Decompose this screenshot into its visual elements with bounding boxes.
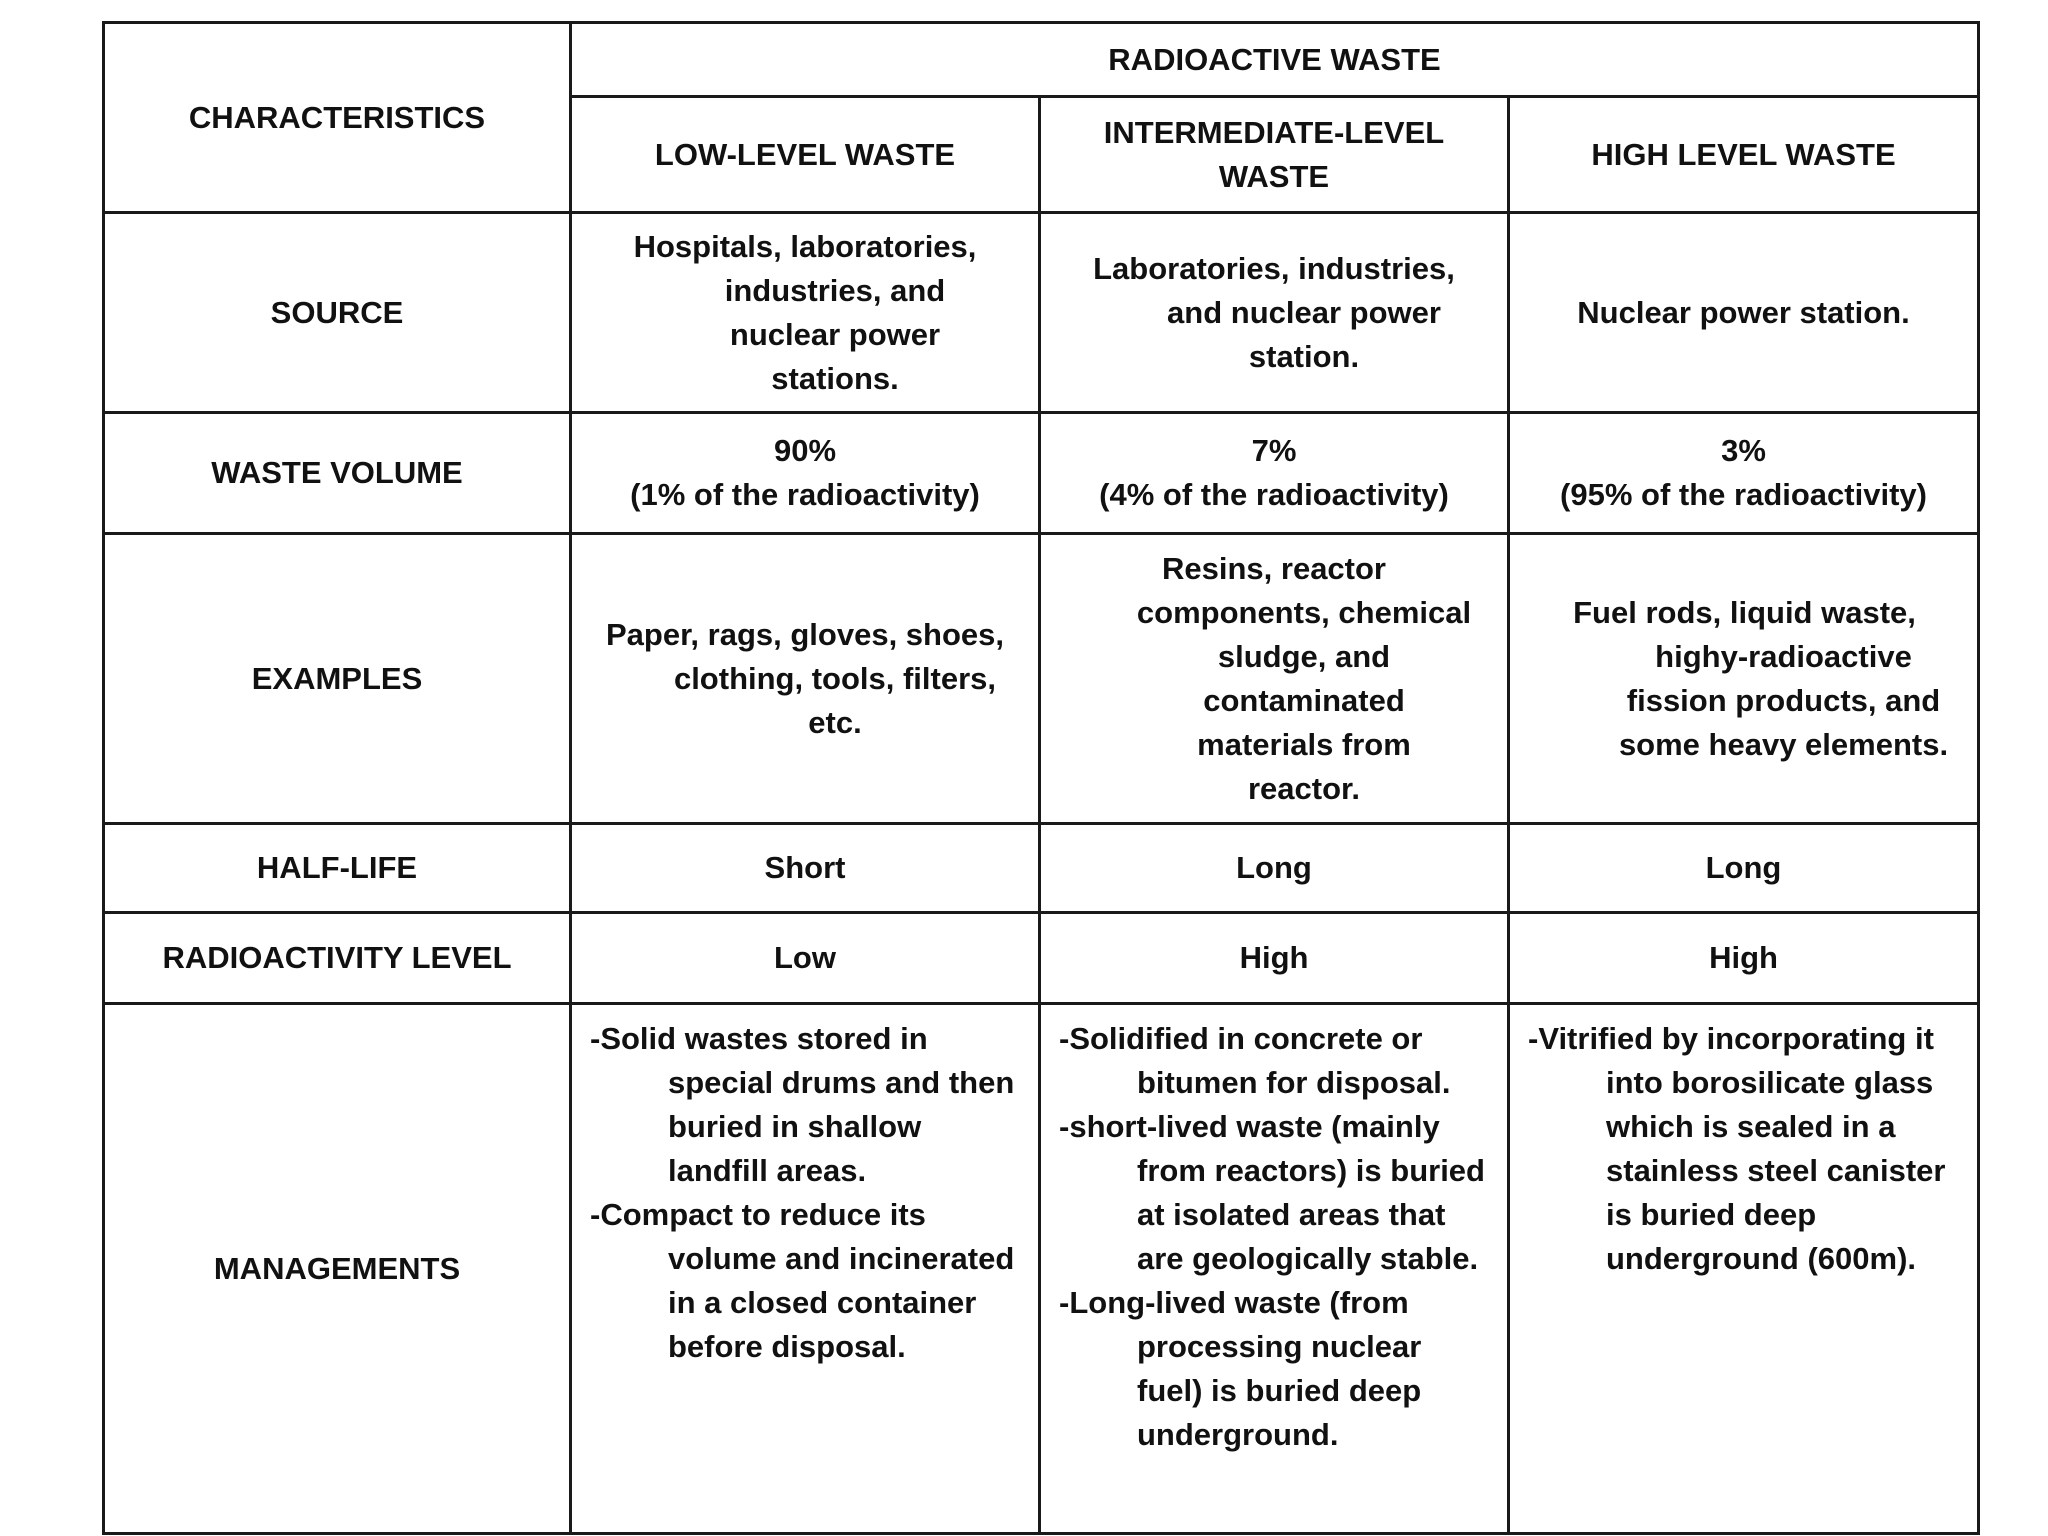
radioactivity-level-intermediate: High	[1040, 913, 1509, 1004]
managements-intermediate	[1040, 1004, 1509, 1534]
examples-low-line: etc.	[808, 704, 862, 740]
row-label-examples: EXAMPLES	[104, 534, 571, 824]
header-row-group	[104, 23, 1979, 97]
row-label-half-life: HALF-LIFE	[104, 824, 571, 913]
examples-high-line: highy-radioactive	[1655, 638, 1912, 674]
header-intermediate-level	[1040, 97, 1509, 213]
waste-volume-low	[571, 413, 1040, 534]
header-characteristics: CHARACTERISTICS	[104, 23, 571, 213]
row-waste-volume	[104, 413, 1979, 534]
source-low	[571, 213, 1040, 413]
management-item: -short-lived waste (mainly from reactors) is buried at isolated areas that are geologically stable.	[1059, 1109, 1485, 1276]
row-half-life	[104, 824, 1979, 913]
radioactive-waste-table	[102, 21, 1980, 1535]
waste-volume-note: (95% of the radioactivity)	[1560, 477, 1927, 512]
examples-low-line: clothing, tools, filters,	[673, 660, 997, 696]
managements-high	[1509, 1004, 1979, 1534]
radioactivity-level-high: High	[1509, 913, 1979, 1004]
source-low-line: stations.	[771, 360, 899, 396]
examples-high-line: Fuel rods, liquid waste,	[1573, 594, 1916, 630]
examples-intermediate-line: contaminated	[1203, 682, 1405, 718]
management-item: -Vitrified by incorporating it into borosilicate glass which is sealed in a stainless steel canister is buried deep underground (600m).	[1528, 1021, 1946, 1276]
waste-volume-intermediate	[1040, 413, 1509, 534]
row-label-source: SOURCE	[104, 213, 571, 413]
waste-volume-percent: 3%	[1721, 433, 1766, 468]
source-intermediate-line: and nuclear power	[1167, 294, 1441, 330]
radioactivity-level-low: Low	[571, 913, 1040, 1004]
source-low-line: Hospitals, laboratories,	[633, 228, 977, 264]
source-intermediate-line: station.	[1248, 338, 1360, 374]
examples-intermediate-line: Resins, reactor	[1162, 550, 1386, 586]
header-intermediate-line: INTERMEDIATE-LEVEL	[1103, 114, 1445, 150]
waste-volume-percent: 7%	[1251, 433, 1297, 468]
management-item: -Compact to reduce its volume and incinerated in a closed container before disposal.	[590, 1197, 1015, 1364]
row-managements	[104, 1004, 1979, 1534]
half-life-low: Short	[571, 824, 1040, 913]
waste-volume-note: (1% of the radioactivity)	[630, 477, 980, 512]
source-intermediate	[1040, 213, 1509, 413]
waste-volume-high	[1509, 413, 1979, 534]
row-label-managements: MANAGEMENTS	[104, 1004, 571, 1534]
row-radioactivity-level	[104, 913, 1979, 1004]
header-high-level: HIGH LEVEL WASTE	[1509, 97, 1979, 213]
examples-low-line: Paper, rags, gloves, shoes,	[605, 616, 1005, 652]
source-high: Nuclear power station.	[1509, 213, 1979, 413]
examples-intermediate	[1040, 534, 1509, 824]
source-low-line: nuclear power	[729, 316, 941, 352]
header-intermediate-line: WASTE	[1218, 158, 1330, 194]
waste-volume-note: (4% of the radioactivity)	[1099, 477, 1449, 512]
examples-intermediate-line: materials from	[1197, 726, 1411, 762]
examples-intermediate-line: reactor.	[1247, 770, 1360, 806]
header-radioactive-waste: RADIOACTIVE WASTE	[571, 23, 1979, 97]
management-item: -Solid wastes stored in special drums and then buried in shallow landfill areas.	[590, 1021, 1015, 1188]
row-label-waste-volume: WASTE VOLUME	[104, 413, 571, 534]
source-intermediate-line: Laboratories, industries,	[1093, 250, 1455, 286]
examples-intermediate-line: components, chemical	[1136, 594, 1472, 630]
half-life-intermediate: Long	[1040, 824, 1509, 913]
examples-intermediate-line: sludge, and	[1217, 638, 1391, 674]
row-examples	[104, 534, 1979, 824]
examples-high-line: some heavy elements.	[1618, 726, 1949, 762]
waste-volume-percent: 90%	[773, 433, 837, 468]
row-label-radioactivity-level: RADIOACTIVITY LEVEL	[104, 913, 571, 1004]
source-low-line: industries, and	[724, 272, 946, 308]
half-life-high: Long	[1509, 824, 1979, 913]
managements-low	[571, 1004, 1040, 1534]
management-item: -Long-lived waste (from processing nuclear fuel) is buried deep underground.	[1059, 1285, 1422, 1452]
examples-high	[1509, 534, 1979, 824]
examples-high-line: fission products, and	[1626, 682, 1941, 718]
row-source	[104, 213, 1979, 413]
management-item: -Solidified in concrete or bitumen for disposal.	[1059, 1021, 1451, 1100]
examples-low	[571, 534, 1040, 824]
header-low-level: LOW-LEVEL WASTE	[571, 97, 1040, 213]
